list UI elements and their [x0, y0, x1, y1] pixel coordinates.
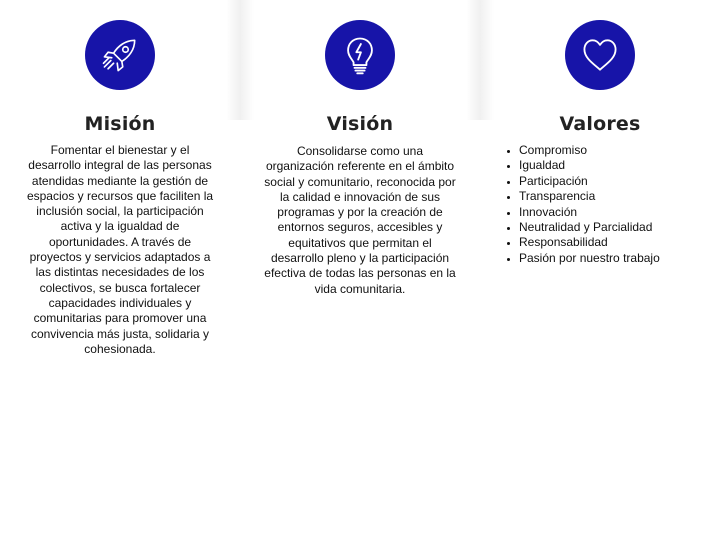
column-shadow — [226, 0, 240, 120]
list-item: Transparencia — [500, 189, 710, 204]
mision-title: Misión — [84, 113, 156, 135]
valores-column — [480, 0, 720, 540]
rocket-icon — [98, 33, 142, 77]
heart-icon — [578, 33, 622, 77]
column-shadow — [480, 0, 494, 120]
list-item: Innovación — [500, 205, 710, 220]
vision-column — [240, 0, 480, 540]
column-shadow — [240, 0, 254, 120]
mision-text: Fomentar el bienestar y el desarrollo integral de las personas atendidas mediante la gestión de espacios y recursos que faciliten la inclusión social, la participación activa y la igualdad de oportunidades. A través de proyectos y servicios adaptados a las distintas necesidades de los colectivos, se busca fortalecer capacidades individuales y comunitarias para promover una convivencia más justa, solidaria y cohesionada. — [26, 143, 214, 356]
vision-title: Visión — [326, 113, 394, 135]
list-item: Compromiso — [500, 143, 710, 158]
lightbulb-icon — [338, 33, 382, 77]
valores-icon-badge — [565, 20, 635, 90]
list-item: Neutralidad y Parcialidad — [500, 220, 710, 235]
mision-column — [0, 0, 240, 540]
valores-list — [500, 143, 710, 266]
list-item: Participación — [500, 174, 710, 189]
list-item: Igualdad — [500, 158, 710, 173]
mision-icon-badge — [85, 20, 155, 90]
vision-icon-badge — [325, 20, 395, 90]
list-item: Responsabilidad — [500, 235, 710, 250]
vision-text: Consolidarse como una organización referente en el ámbito social y comunitario, reconocida por la calidad e innovación de sus programas y por la creación de entornos seguros, accesibles y equitativos que permitan el desarrollo pleno y la participación efectiva de todas las personas en la vida comunitaria. — [264, 144, 456, 296]
valores-title: Valores — [559, 113, 641, 135]
column-shadow — [466, 0, 480, 120]
list-item: Pasión por nuestro trabajo — [500, 251, 710, 266]
